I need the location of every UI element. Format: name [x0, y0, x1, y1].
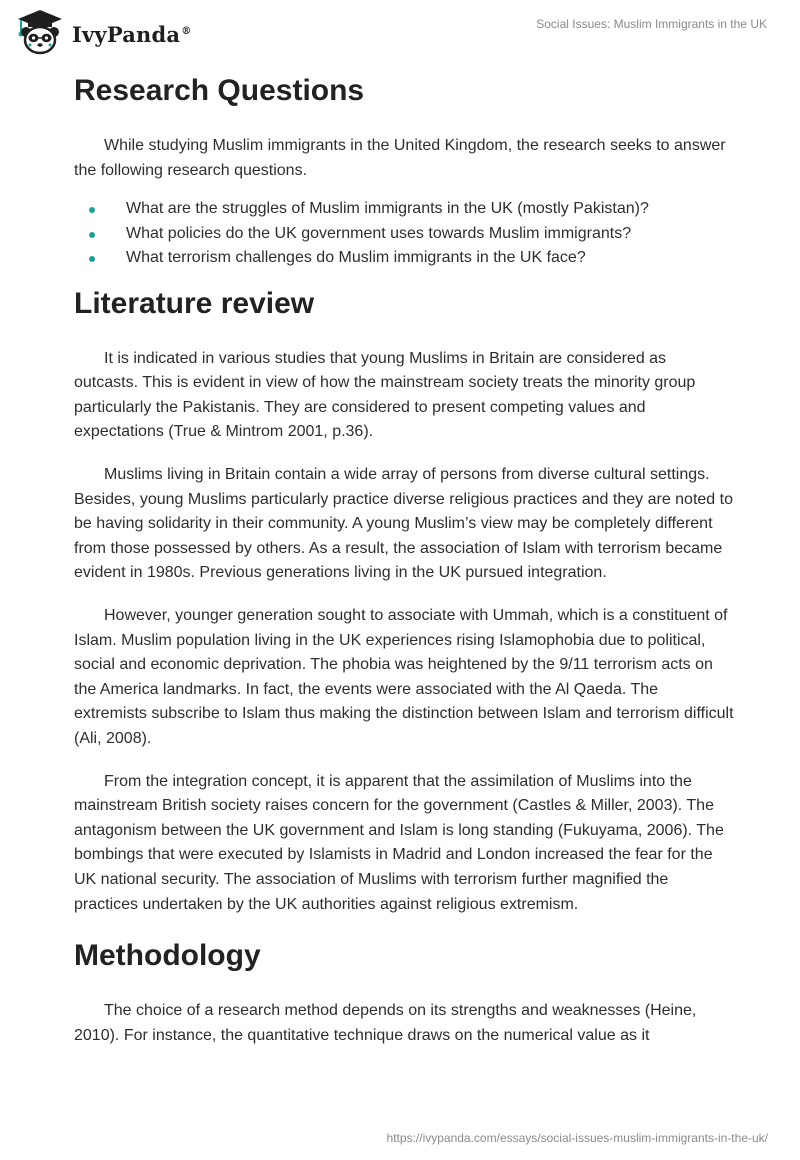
methodology-paragraph: The choice of a research method depends on its strengths and weaknesses (Heine, 2010). For instance, the quantitative technique draws on the numerical value as it	[74, 1002, 697, 1044]
page-header	[0, 0, 800, 64]
research-questions-heading: Research Questions	[74, 74, 365, 107]
source-url[interactable]: https://ivypanda.com/essays/social-issues-muslim-immigrants-in-the-uk/	[386, 1131, 768, 1145]
trademark-symbol: ®	[181, 25, 192, 37]
essay-content	[74, 70, 734, 1048]
bullet-dot	[89, 256, 95, 262]
literature-review-heading: Literature review	[74, 286, 315, 320]
research-questions-list	[74, 197, 734, 271]
document-title: Social Issues: Muslim Immigrants in the UK	[536, 17, 767, 31]
literature-paragraph: Muslims living in Britain contain a wide array of persons from diverse cultural settings. Besides, young Muslims particularly practice diverse religious practices and they are noted to be having solidarity in their community. A young Muslim’s view may be completely different from those possessed by others. As a result, the association of Islam with terrorism became evident in 1980s. Previous generations living in the UK pursued integration.	[74, 466, 733, 582]
list-item: What policies do the UK government uses towards Muslim immigrants?	[74, 222, 734, 247]
ivypanda-logo[interactable]	[14, 8, 191, 58]
research-questions-intro: While studying Muslim immigrants in the United Kingdom, the research seeks to answer the following research questions.	[74, 137, 726, 179]
list-item: What terrorism challenges do Muslim immigrants in the UK face?	[74, 246, 734, 271]
panda-graduate-icon	[14, 8, 66, 58]
literature-paragraph: It is indicated in various studies that young Muslims in Britain are considered as outcasts. This is evident in view of how the mainstream society treats the minority group particularly the Pakistanis. They are considered to present competing values and expectations (True & Mintrom 2001, p.36).	[74, 349, 696, 441]
literature-paragraph: However, younger generation sought to associate with Ummah, which is a constituent of Islam. Muslim population living in the UK experiences rising Islamophobia due to political, social and economic deprivation. The phobia was heightened by the 9/11 terrorism acts on the America landmarks. In fact, the events were associated with the Al Qaeda. The extremists subscribe to Islam thus making the distinction between Islam and terrorism difficult (Ali, 2008).	[74, 607, 734, 747]
list-item: What are the struggles of Muslim immigrants in the UK (mostly Pakistan)?	[74, 197, 734, 222]
literature-paragraph: From the integration concept, it is apparent that the assimilation of Muslims into the mainstream British society raises concern for the government (Castles & Miller, 2003). The antagonism between the UK government and Islam is long standing (Fukuyama, 2006). The bombings that were executed by Islamists in Madrid and London increased the fear for the UK national security. The association of Muslims with terrorism further magnified the practices undertaken by the UK authorities against religious extremism.	[74, 772, 724, 913]
bullet-dot	[89, 232, 95, 238]
methodology-heading: Methodology	[74, 939, 261, 973]
brand-name: IvyPanda®	[72, 21, 192, 47]
bullet-dot	[89, 207, 95, 213]
